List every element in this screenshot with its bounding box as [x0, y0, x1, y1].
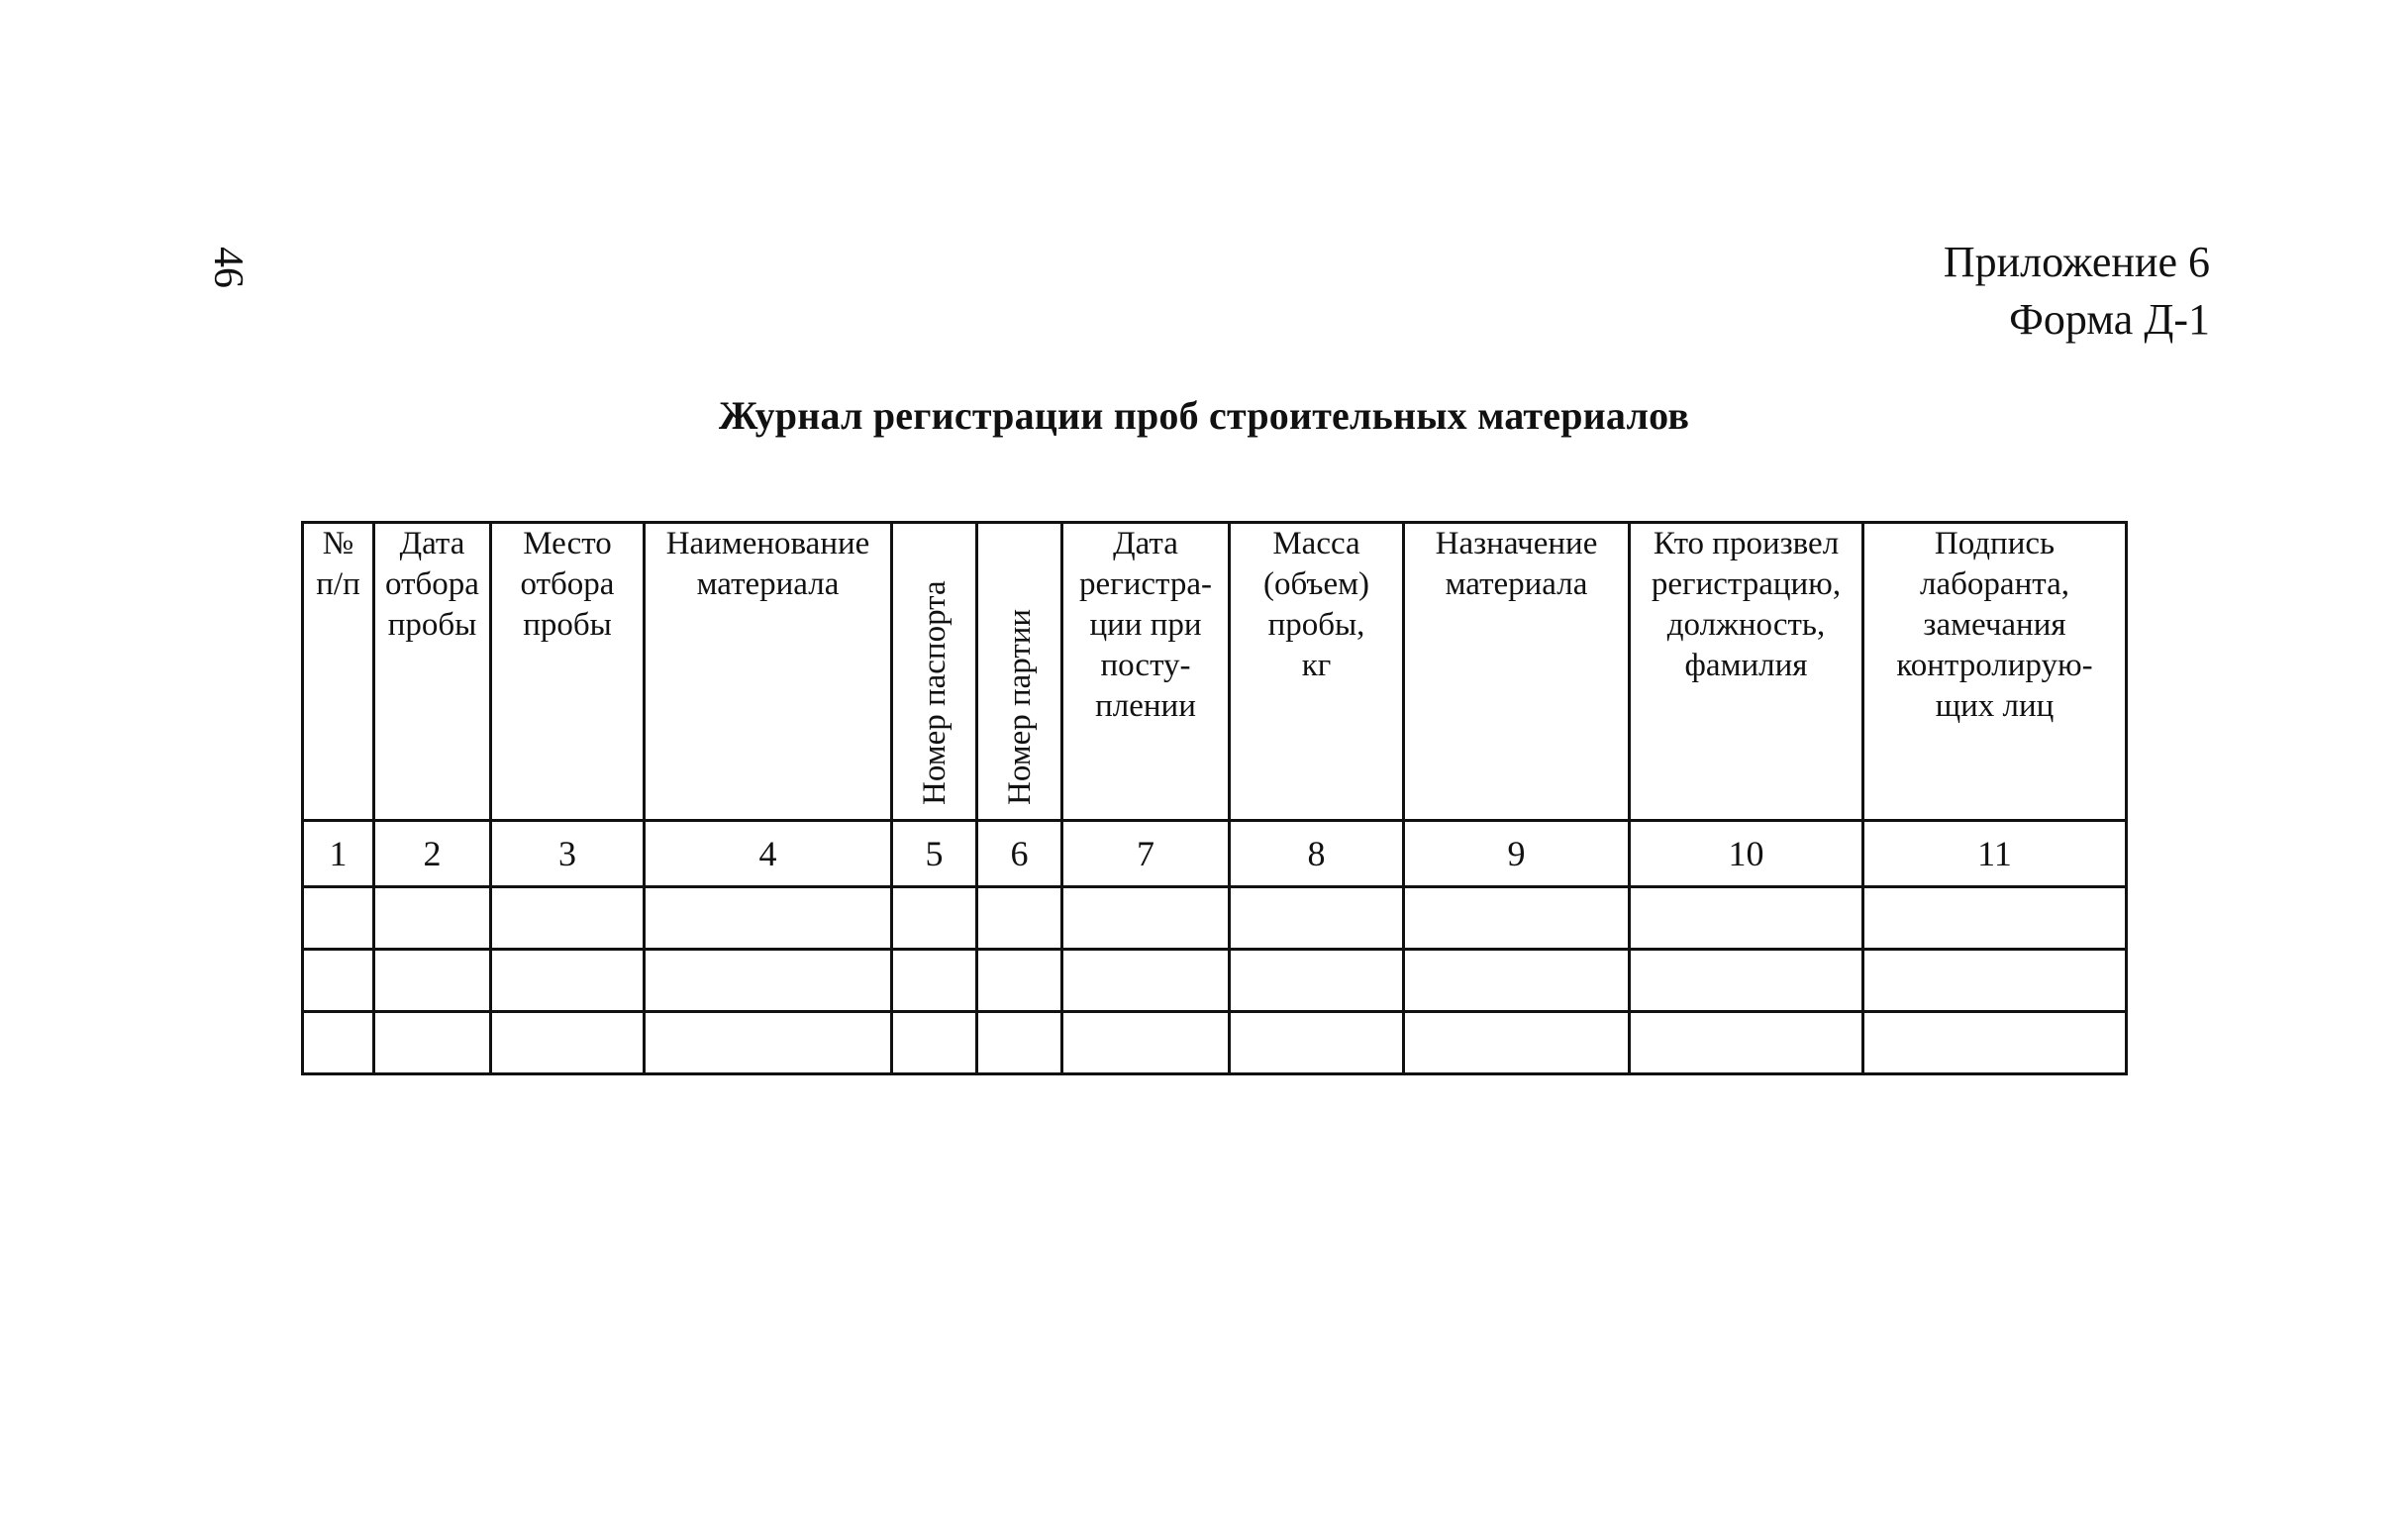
column-header-4: [645, 523, 892, 821]
document-title: Журнал регистрации проб строительных материалов: [718, 393, 1690, 438]
table-cell[interactable]: [491, 950, 645, 1012]
column-number-6: 6: [977, 821, 1062, 887]
table-cell[interactable]: [1630, 950, 1863, 1012]
table-cell[interactable]: [1863, 887, 2127, 950]
column-header-label-2: Дата отбора пробы: [385, 526, 479, 643]
column-header-2: [374, 523, 491, 821]
table-cell[interactable]: [977, 887, 1062, 950]
column-header-label-11: Подпись лаборанта, замечания контролирую- щих лиц: [1896, 526, 2093, 724]
table-cell[interactable]: [645, 950, 892, 1012]
table-cell[interactable]: [303, 887, 374, 950]
column-header-label-10: Кто произвел регистрацию, должность, фамилия: [1651, 526, 1842, 683]
column-number-5: 5: [892, 821, 977, 887]
table-cell[interactable]: [1230, 950, 1404, 1012]
column-header-6: [977, 523, 1062, 821]
column-header-10: [1630, 523, 1863, 821]
column-number-11: 11: [1863, 821, 2127, 887]
column-number-10: 10: [1630, 821, 1863, 887]
column-number-9: 9: [1404, 821, 1630, 887]
table-cell[interactable]: [1062, 950, 1230, 1012]
page-number: 46: [205, 247, 251, 288]
column-number-2: 2: [374, 821, 491, 887]
table-cell[interactable]: [303, 950, 374, 1012]
column-header-5: [892, 523, 977, 821]
table-cell[interactable]: [892, 887, 977, 950]
column-header-label-3: Место отбора пробы: [520, 526, 615, 643]
table-cell[interactable]: [1863, 1012, 2127, 1074]
table-cell[interactable]: [1062, 1012, 1230, 1074]
table-cell[interactable]: [1404, 887, 1630, 950]
table-cell[interactable]: [1630, 887, 1863, 950]
table-cell[interactable]: [1630, 1012, 1863, 1074]
column-number-8: 8: [1230, 821, 1404, 887]
table-row: [303, 1012, 2127, 1074]
column-header-label-8: Масса (объем) пробы, кг: [1262, 526, 1370, 683]
column-header-11: [1863, 523, 2127, 821]
table-cell[interactable]: [977, 950, 1062, 1012]
table-cell[interactable]: [374, 950, 491, 1012]
table-cell[interactable]: [1062, 887, 1230, 950]
column-number-7: 7: [1062, 821, 1230, 887]
column-number-3: 3: [491, 821, 645, 887]
column-number-row: [303, 821, 2127, 887]
table-cell[interactable]: [1230, 1012, 1404, 1074]
table-row: [303, 887, 2127, 950]
table-cell[interactable]: [303, 1012, 374, 1074]
header-row: [303, 523, 2127, 821]
column-number-1: 1: [303, 821, 374, 887]
column-header-3: [491, 523, 645, 821]
column-header-label-7: Дата регистра- ции при посту- плении: [1079, 526, 1212, 724]
table-cell[interactable]: [1863, 950, 2127, 1012]
table-cell[interactable]: [374, 887, 491, 950]
table-cell[interactable]: [977, 1012, 1062, 1074]
table-cell[interactable]: [892, 1012, 977, 1074]
column-header-1: [303, 523, 374, 821]
column-header-label-1: № п/п: [316, 526, 360, 602]
table-cell[interactable]: [645, 887, 892, 950]
table-cell[interactable]: [1404, 1012, 1630, 1074]
table-row: [303, 950, 2127, 1012]
column-header-label-9: Назначение материала: [1435, 526, 1598, 602]
table-cell[interactable]: [491, 1012, 645, 1074]
appendix-label: [1944, 234, 2210, 349]
column-header-8: [1230, 523, 1404, 821]
column-header-label-4: Наименование материала: [665, 526, 870, 602]
registration-journal-table: [301, 521, 2128, 1075]
column-header-label-5: Номер паспорта: [916, 580, 953, 805]
column-header-label-6: Номер партии: [1001, 608, 1038, 805]
table-cell[interactable]: [374, 1012, 491, 1074]
table-cell[interactable]: [1230, 887, 1404, 950]
column-number-4: 4: [645, 821, 892, 887]
table-cell[interactable]: [491, 887, 645, 950]
table-cell[interactable]: [1404, 950, 1630, 1012]
form-number: Форма Д-1: [2009, 295, 2210, 344]
column-header-9: [1404, 523, 1630, 821]
column-header-7: [1062, 523, 1230, 821]
appendix-number: Приложение 6: [1943, 238, 2210, 286]
table-cell[interactable]: [645, 1012, 892, 1074]
table-cell[interactable]: [892, 950, 977, 1012]
